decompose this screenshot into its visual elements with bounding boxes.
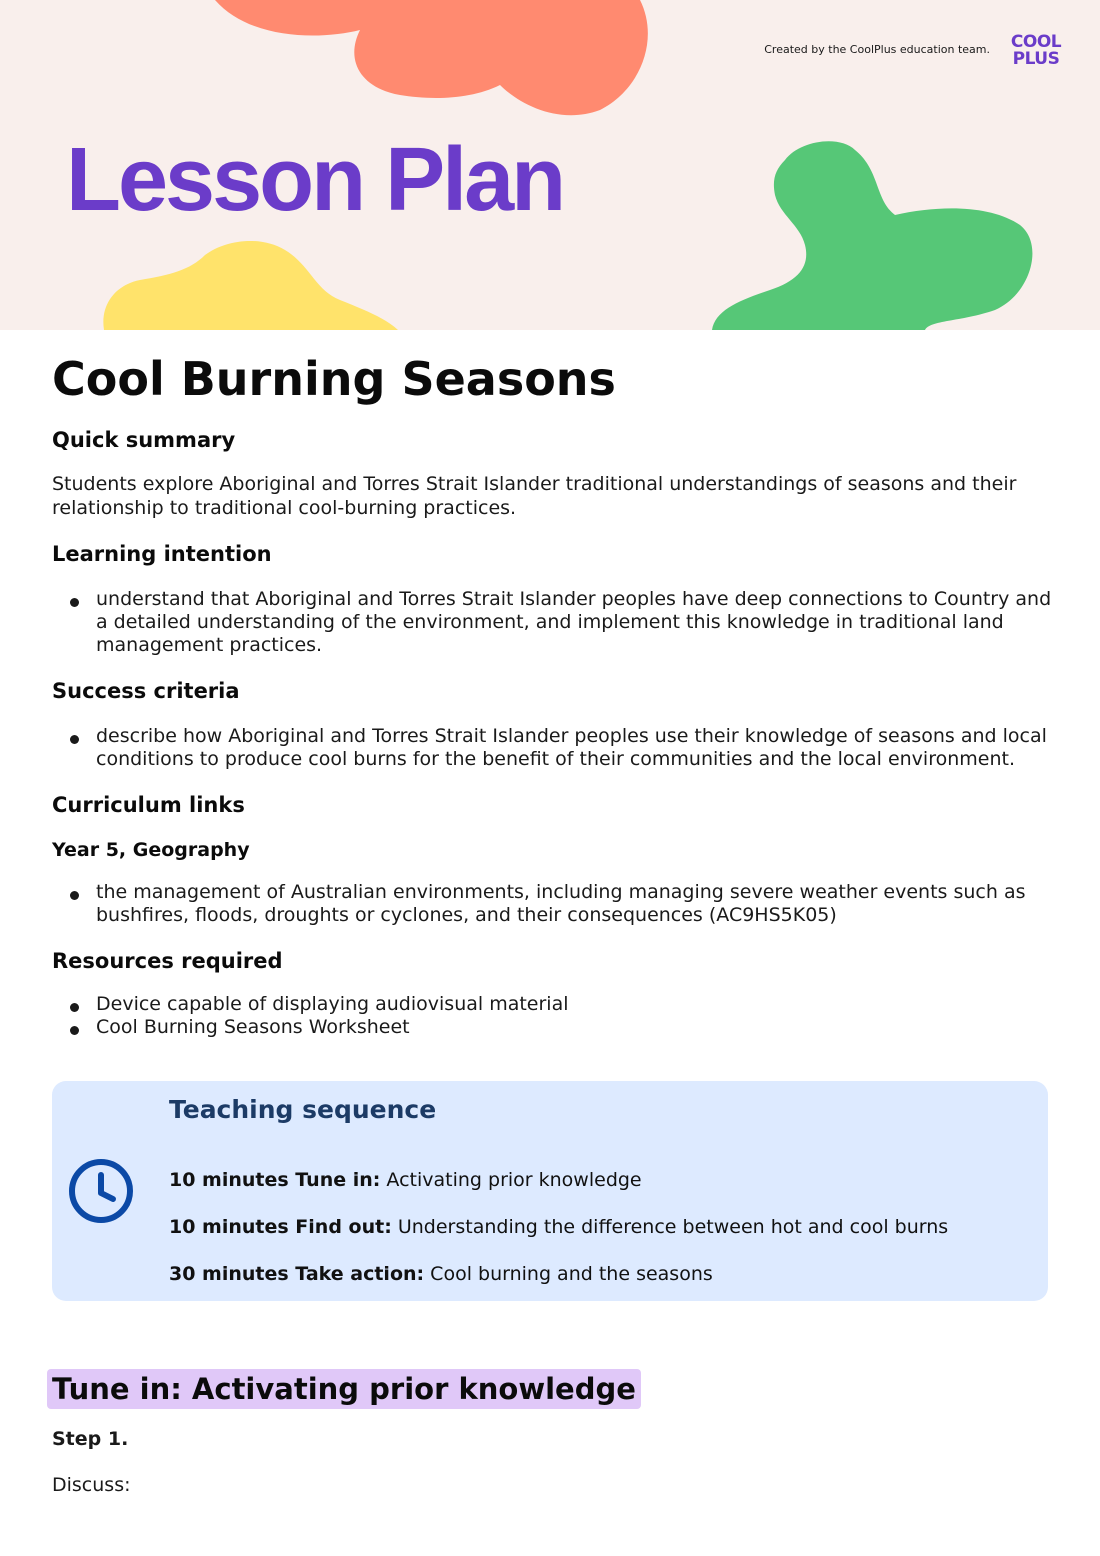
sequence-desc: Cool burning and the seasons [424, 1263, 713, 1285]
teaching-sequence-title: Teaching sequence [169, 1095, 437, 1124]
success-criteria-heading: Success criteria [52, 679, 240, 703]
banner-title: Lesson Plan [66, 130, 564, 230]
curriculum-subheading: Year 5, Geography [52, 839, 250, 861]
credit-text: Created by the CoolPlus education team. [764, 43, 990, 56]
curriculum-links-heading: Curriculum links [52, 793, 245, 817]
sequence-row-find-out [169, 1215, 948, 1239]
teaching-sequence-box [52, 1081, 1048, 1301]
sequence-row-tune-in [169, 1168, 642, 1192]
sequence-time: 30 minutes Take action: [169, 1263, 425, 1285]
clock-icon [67, 1157, 135, 1225]
learning-intention-list [52, 588, 1052, 657]
logo-line-cool: COOL [1010, 32, 1062, 52]
list-item: Device capable of displaying audiovisual material [52, 993, 1052, 1016]
discuss-text: Discuss: [52, 1474, 131, 1496]
logo-line-plus: PLUS [1012, 49, 1060, 69]
lesson-content [52, 350, 1052, 1039]
coolplus-logo [1004, 34, 1068, 68]
quick-summary-text: Students explore Aboriginal and Torres Strait Islander traditional understandings of seasons and their relationship to traditional cool-burning practices. [52, 473, 1017, 519]
yellow-blob [103, 241, 398, 330]
step-label: Step 1. [52, 1428, 129, 1450]
sequence-row-take-action [169, 1262, 713, 1286]
sequence-desc: Understanding the difference between hot and cool burns [391, 1216, 949, 1238]
list-item: describe how Aboriginal and Torres Strait Islander peoples use their knowledge of seasons and local conditions to produce cool burns for the benefit of their communities and the local environment. [52, 725, 1052, 771]
curriculum-list [52, 881, 1052, 927]
sequence-time: 10 minutes Tune in: [169, 1169, 381, 1191]
sequence-time: 10 minutes Find out: [169, 1216, 392, 1238]
green-blob [712, 141, 1032, 330]
success-criteria-list [52, 725, 1052, 771]
tune-in-heading: Tune in: Activating prior knowledge [47, 1369, 641, 1409]
lesson-title: Cool Burning Seasons [52, 352, 616, 406]
header-banner [0, 0, 1100, 330]
resources-heading: Resources required [52, 949, 283, 973]
learning-intention-heading: Learning intention [52, 542, 272, 566]
list-item: understand that Aboriginal and Torres Strait Islander peoples have deep connections to Country and a detailed understanding of the environment, and implement this knowledge in traditional land management practices. [52, 588, 1052, 657]
list-item: Cool Burning Seasons Worksheet [52, 1016, 1052, 1039]
list-item: the management of Australian environments, including managing severe weather events such as bushfires, floods, droughts or cyclones, and their consequences (AC9HS5K05) [52, 881, 1052, 927]
sequence-desc: Activating prior knowledge [380, 1169, 642, 1191]
coral-blob [215, 0, 648, 115]
quick-summary-heading: Quick summary [52, 428, 236, 452]
resources-list [52, 993, 1052, 1039]
